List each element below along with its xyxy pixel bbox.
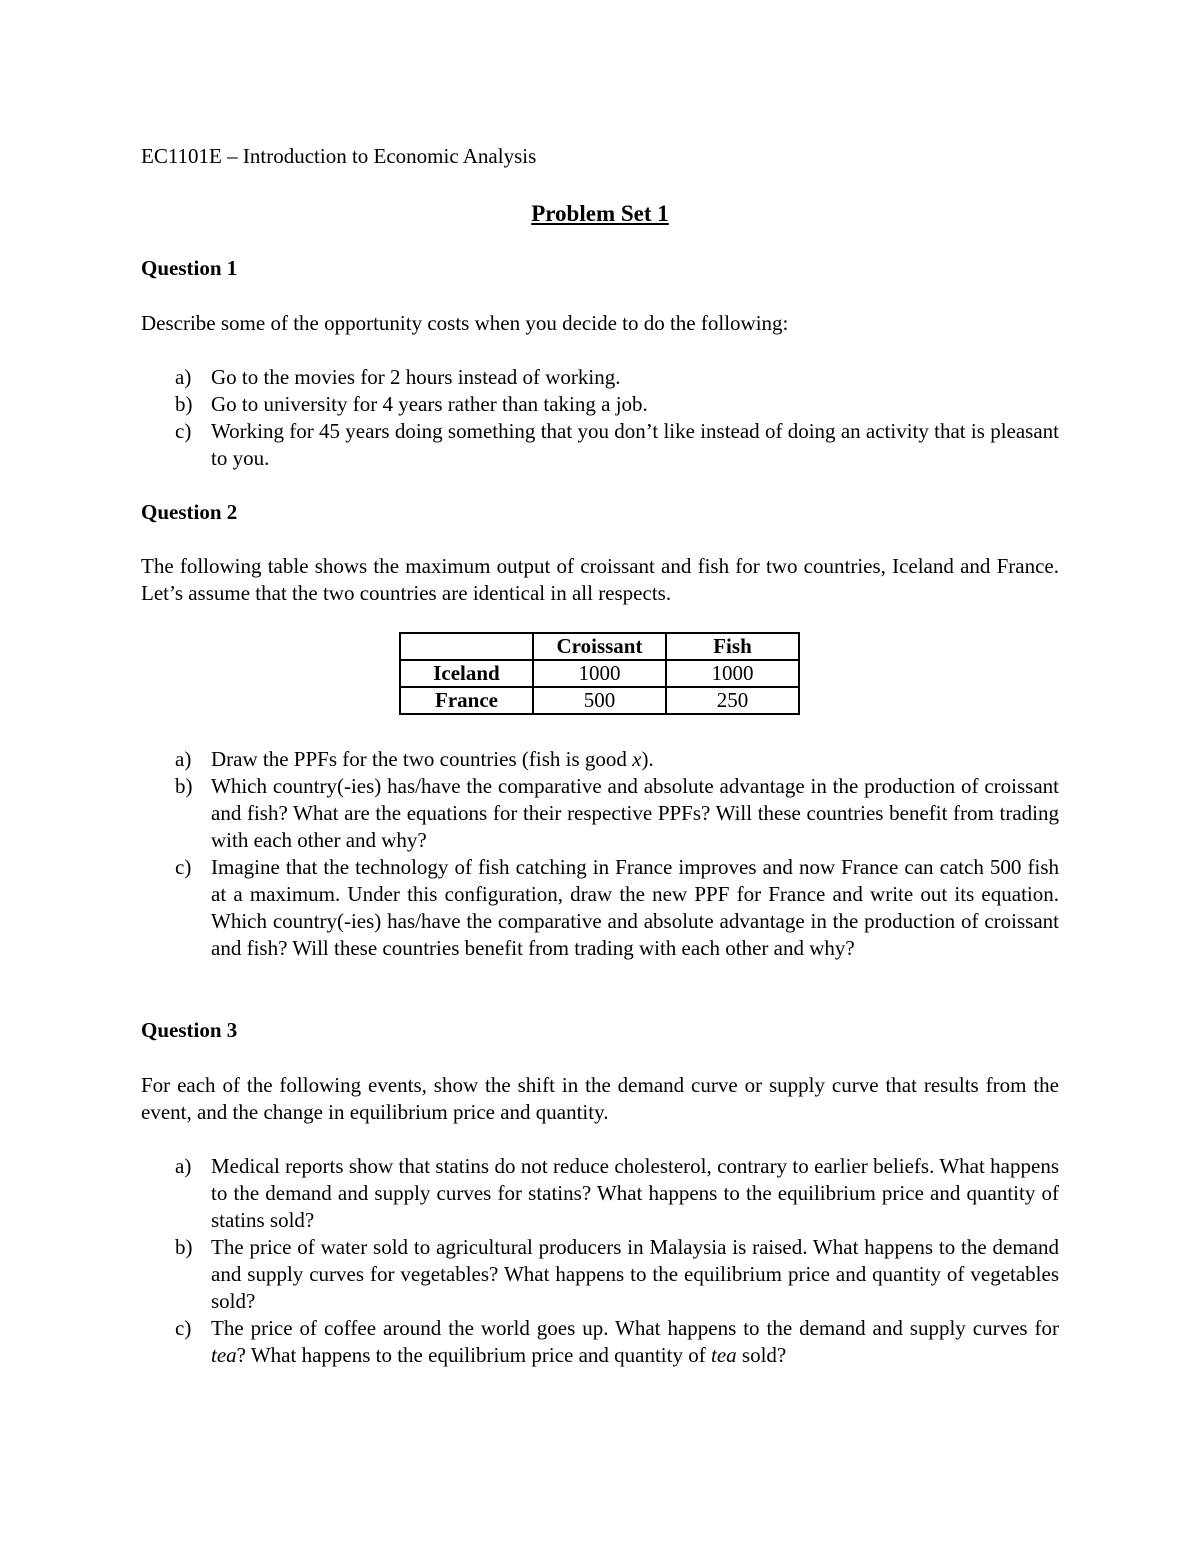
table-row-header: France: [400, 687, 533, 714]
list-item: [141, 1234, 1059, 1315]
table-header-row: [400, 633, 799, 660]
course-title: EC1101E – Introduction to Economic Analysis: [141, 144, 537, 168]
item-text: Medical reports show that statins do not reduce cholesterol, contrary to earlier beliefs. What happens to the demand and supply curves for statins? What happens to the equilibrium price and quantity of statins sold?: [211, 1154, 1059, 1232]
table-row-header: Iceland: [400, 660, 533, 687]
item-label: c): [175, 855, 192, 879]
table-header-cell: Fish: [666, 633, 799, 660]
table-cell: 1000: [666, 660, 799, 687]
emphasis-tea: tea: [211, 1343, 237, 1367]
table-header-cell: Croissant: [533, 633, 666, 660]
output-table: [399, 632, 800, 715]
list-item: [141, 854, 1059, 962]
question-3-intro: For each of the following events, show the shift in the demand curve or supply curve that results from the event, and the change in equilibrium price and quantity.: [141, 1073, 1059, 1124]
item-text: Go to the movies for 2 hours instead of working.: [211, 365, 621, 389]
question-1-heading: Question 1: [141, 256, 238, 280]
question-2-intro: The following table shows the maximum output of croissant and fish for two countries, Iceland and France. Let’s assume that the two countries are identical in all respects.: [141, 554, 1059, 605]
item-label: a): [175, 1154, 192, 1178]
table-row: [400, 660, 799, 687]
item-text: Draw the PPFs for the two countries (fish is good: [211, 747, 633, 771]
item-label: a): [175, 365, 192, 389]
table-header-cell: [400, 633, 533, 660]
document-page: [141, 0, 1059, 1553]
item-text: Go to university for 4 years rather than taking a job.: [211, 392, 648, 416]
item-label: c): [175, 1316, 192, 1340]
item-text: The price of water sold to agricultural producers in Malaysia is raised. What happens to the demand and supply curves for vegetables? What happens to the equilibrium price and quantity of vegetables sold?: [211, 1235, 1059, 1313]
question-3-heading: Question 3: [141, 1018, 238, 1042]
item-label: b): [175, 774, 193, 798]
table-cell: 1000: [533, 660, 666, 687]
item-text-end: ).: [641, 747, 654, 771]
list-item: [141, 1315, 1059, 1369]
question-1-intro: Describe some of the opportunity costs when you decide to do the following:: [141, 311, 789, 335]
item-text: Imagine that the technology of fish catching in France improves and now France can catch 500 fish at a maximum. Under this configuration, draw the new PPF for France and write out its equation. Which country(-ies) has/have the comparative and absolute advantage in the production of croissant and fish? Will these countries benefit from trading with each other and why?: [211, 855, 1059, 960]
table-cell: 500: [533, 687, 666, 714]
item-text: Working for 45 years doing something that you don’t like instead of doing an activity that is pleasant to you.: [211, 419, 1059, 470]
table-cell: 250: [666, 687, 799, 714]
emphasis-tea: tea: [710, 1343, 737, 1367]
list-item: [141, 418, 1059, 472]
list-item: [141, 773, 1059, 854]
page-title: Problem Set 1: [531, 201, 669, 226]
question-3-list: [141, 1153, 1059, 1369]
item-label: c): [175, 419, 192, 443]
item-label: b): [175, 1235, 193, 1259]
item-text-end: sold?: [736, 1343, 787, 1367]
item-label: b): [175, 392, 193, 416]
question-1-list: [141, 364, 1059, 472]
list-item: [141, 391, 1059, 418]
variable-x: x: [632, 747, 642, 771]
item-text-mid: ? What happens to the equilibrium price and quantity of: [236, 1343, 711, 1367]
table-row: [400, 687, 799, 714]
list-item: [141, 1153, 1059, 1234]
item-text: The price of coffee around the world goes up. What happens to the demand and supply curves for: [211, 1316, 1059, 1340]
item-label: a): [175, 747, 192, 771]
list-item: [141, 364, 1059, 391]
question-2-heading: Question 2: [141, 500, 238, 524]
item-text: Which country(-ies) has/have the comparative and absolute advantage in the production of croissant and fish? What are the equations for their respective PPFs? Will these countries benefit from trading with each other and why?: [211, 774, 1059, 852]
list-item: [141, 746, 1059, 773]
question-2-list: [141, 746, 1059, 962]
